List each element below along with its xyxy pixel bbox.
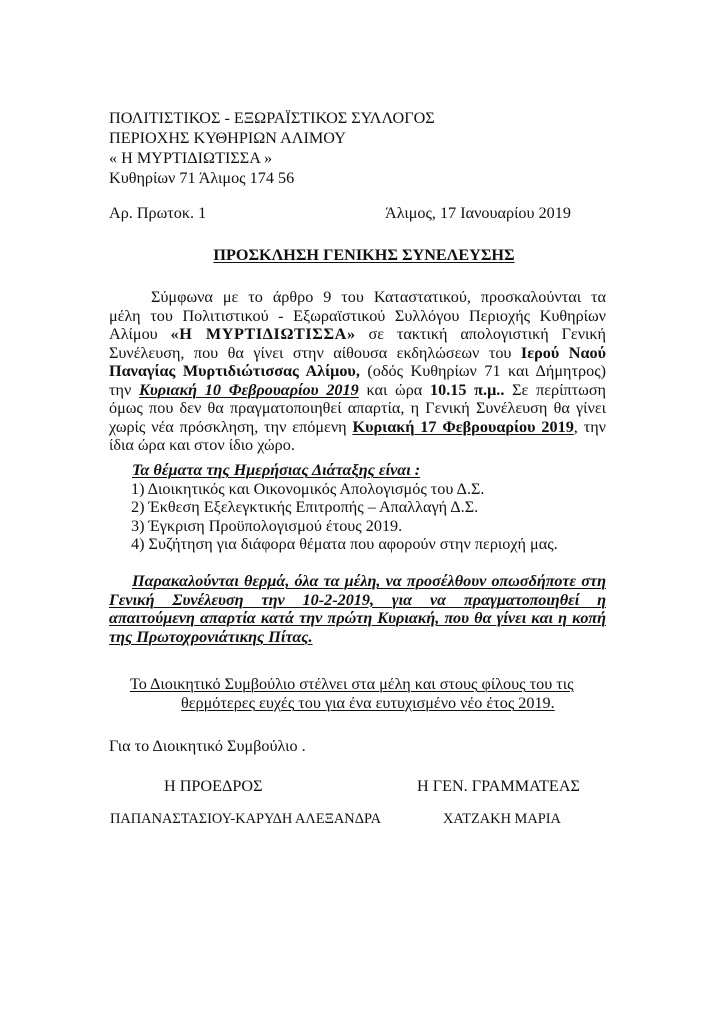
club-name: «Η ΜΥΡΤΙΔΙΩΤΙΣΣΑ»	[170, 325, 356, 343]
appeal-line: Παρακαλούνται θερμά, όλα τα μέλη, να προσέλθουν οπωσδήποτε στη	[132, 572, 606, 590]
appeal-line: Γενική Συνέλευση την 10-2-2019, για να πραγματοποιηθεί η	[109, 590, 606, 609]
document-title: ΠΡΟΣΚΛΗΣΗ ΓΕΝΙΚΗΣ ΣΥΝΕΛΕΥΣΗΣ	[213, 246, 515, 264]
body-line: όμως που δεν θα πραγματοποιηθεί απαρτία, η Γενική Συνέλευση θα γίνει	[109, 399, 606, 417]
agenda-item: 1) Διοικητικός και Οικονομικός Απολογισμός του Δ.Σ.	[131, 479, 485, 498]
org-name-line1: ΠΟΛΙΤΙΣΤΙΚΟΣ - ΕΞΩΡΑΪΣΤΙΚΟΣ ΣΥΛΛΟΓΟΣ	[109, 109, 435, 127]
appeal-line: της Πρωτοχρονιάτικης Πίτας.	[109, 627, 313, 646]
agenda-item: 2) Έκθεση Εξελεγκτικής Επιτροπής – Απαλλαγή Δ.Σ.	[131, 498, 479, 516]
secretary-name: ΧΑΤΖΑΚΗ ΜΑΡΙΑ	[443, 811, 561, 827]
church-name: Ιερού Ναού	[520, 343, 606, 362]
secretary-title: Η ΓΕΝ. ΓΡΑΜΜΑΤΕΑΣ	[417, 777, 580, 795]
body-line: την Κυριακή 10 Φεβρουαρίου 2019 και ώρα 10.15 π.μ.. Σε περίπτωση	[109, 380, 607, 399]
body-line: μέλη του Πολιτιστικού - Εξωραϊστικού Συλλόγου Περιοχής Κυθηρίων	[109, 306, 606, 325]
body-line: Αλίμου «Η ΜΥΡΤΙΔΙΩΤΙΣΣΑ» σε τακτική απολογιστική Γενική	[109, 325, 607, 343]
org-name-line3: « Η ΜΥΡΤΙΔΙΩΤΙΣΣΑ »	[109, 149, 273, 167]
agenda-item: 4) Συζήτηση για διάφορα θέματα που αφορούν στην περιοχή μας.	[131, 535, 558, 553]
org-name-line2: ΠΕΡΙΟΧΗΣ ΚΥΘΗΡΙΩΝ ΑΛΙΜΟΥ	[109, 129, 346, 147]
body-line: Συνέλευση, που θα γίνει στην αίθουσα εκδηλώσεων του Ιερού Ναού	[109, 343, 606, 362]
body-line: ίδια ώρα και στον ίδιο χώρο.	[109, 436, 295, 454]
greeting-line: θερμότερες ευχές του για ένα ευτυχισμένο νέο έτος 2019.	[181, 694, 555, 712]
body-line: Σύμφωνα με το άρθρο 9 του Καταστατικού, προσκαλούνται τα	[151, 288, 606, 306]
agenda-heading: Τα θέματα της Ημερήσιας Διάταξης είναι :	[132, 461, 421, 479]
place-date: Άλιμος, 17 Ιανουαρίου 2019	[385, 204, 571, 222]
appeal-line: απαιτούμενη απαρτία κατά την πρώτη Κυριακή, που θα γίνει και η κοπή	[109, 609, 606, 627]
org-address: Κυθηρίων 71 Άλιμος 174 56	[109, 169, 295, 187]
church-name-cont: Παναγίας Μυρτιδιώτισσας Αλίμου,	[109, 362, 360, 380]
meeting-time: 10.15 π.μ..	[430, 380, 505, 399]
greeting-line: Το Διοικητικό Συμβούλιο στέλνει στα μέλη και στους φίλους του τις	[130, 675, 574, 693]
meeting-date: Κυριακή 10 Φεβρουαρίου 2019	[139, 380, 359, 399]
protocol-number: Αρ. Πρωτοκ. 1	[109, 204, 207, 222]
body-line: Παναγίας Μυρτιδιώτισσας Αλίμου, (οδός Κυθηρίων 71 και Δήμητρος)	[109, 362, 606, 380]
closing-line: Για το Διοικητικό Συμβούλιο .	[109, 737, 306, 755]
body-line: χωρίς νέα πρόσκληση, την επόμενη Κυριακή 17 Φεβρουαρίου 2019, την	[109, 417, 606, 436]
fallback-date: Κυριακή 17 Φεβρουαρίου 2019	[352, 417, 574, 436]
agenda-item: 3) Έγκριση Προϋπολογισμού έτους 2019.	[131, 516, 403, 535]
president-title: Η ΠΡΟΕΔΡΟΣ	[164, 777, 263, 795]
president-name: ΠΑΠΑΝΑΣΤΑΣΙΟΥ-ΚΑΡΥΔΗ ΑΛΕΞΑΝΔΡΑ	[110, 811, 382, 827]
